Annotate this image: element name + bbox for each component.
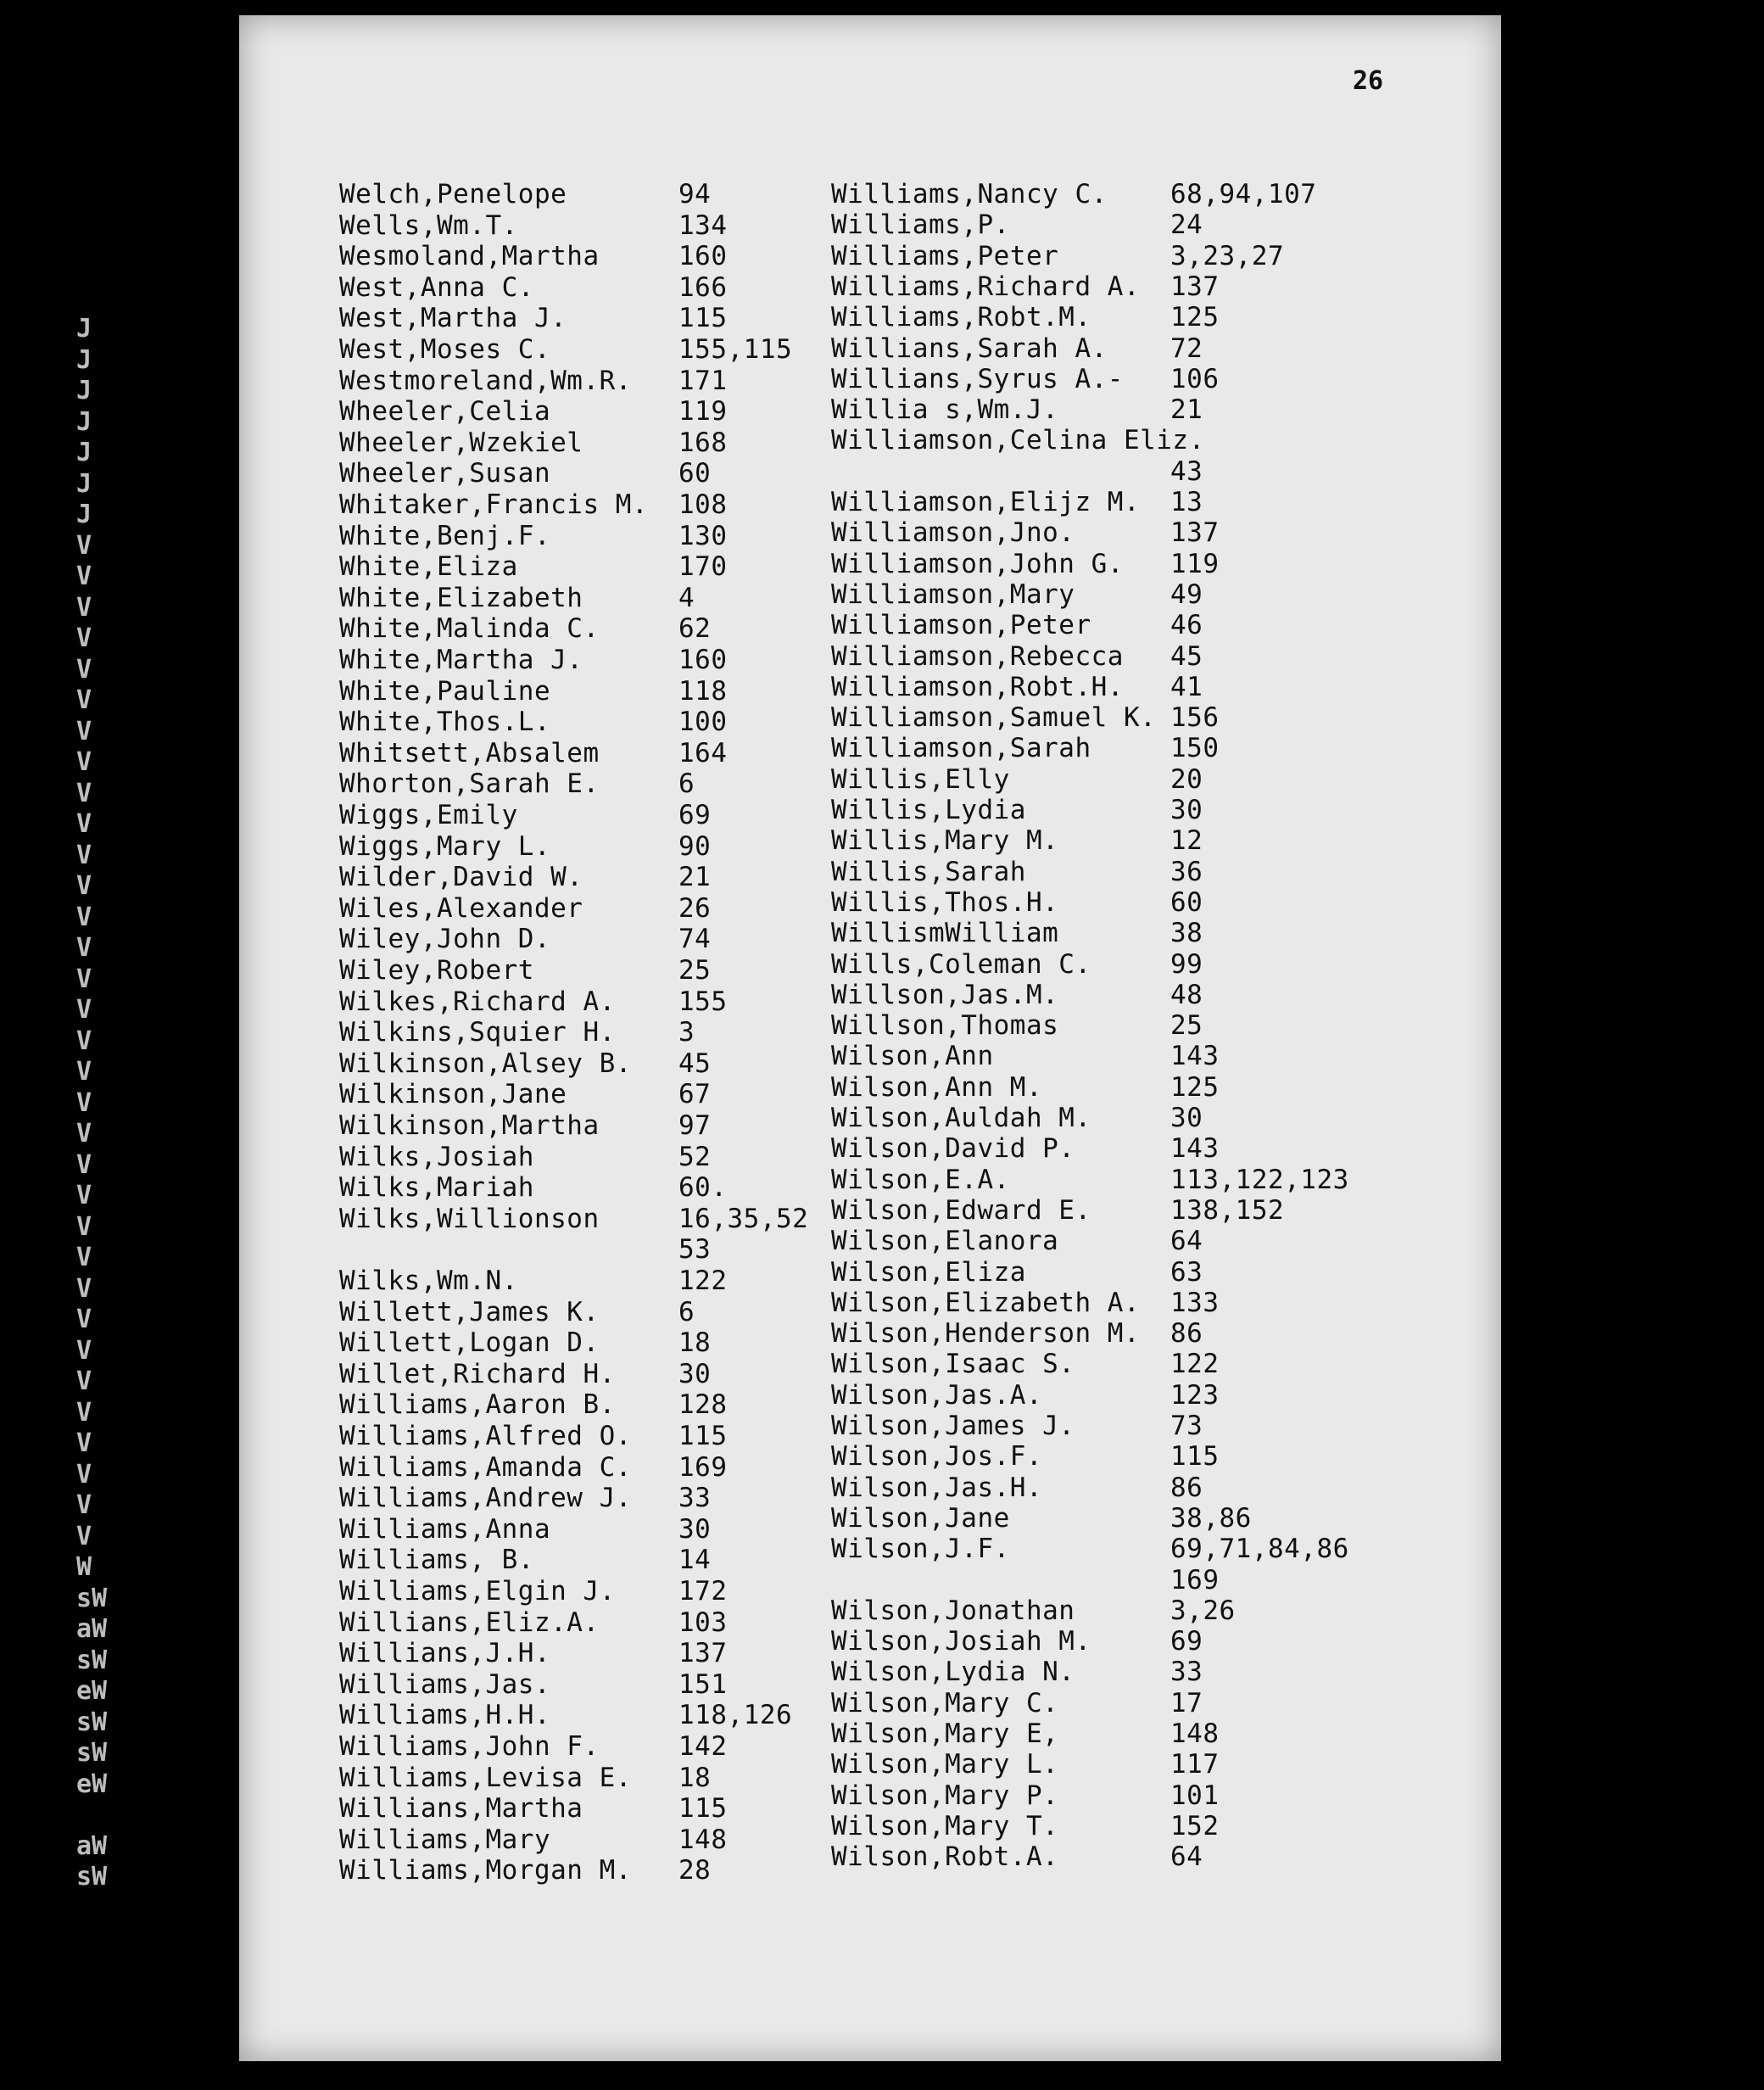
entry-name: Williams,Robt.M. xyxy=(831,302,1091,333)
edge-mark: V xyxy=(76,1490,92,1520)
entry-name: White,Martha J. xyxy=(339,645,583,675)
edge-mark: V xyxy=(76,1181,92,1210)
entry-name: Williams,Morgan M. xyxy=(339,1855,632,1886)
entry-name: Williamson,Sarah xyxy=(831,733,1091,764)
entry-name: Williams, B. xyxy=(339,1545,534,1576)
entry-pages: 30 xyxy=(678,1513,712,1545)
edge-mark: V xyxy=(76,1149,92,1180)
entry-pages: 38,86 xyxy=(1170,1502,1252,1534)
edge-mark: V xyxy=(76,840,92,870)
entry-name: Wilder,David W. xyxy=(339,862,583,893)
entry-pages: 74 xyxy=(678,924,712,955)
entry-name: Willson,Thomas xyxy=(831,1010,1059,1042)
edge-mark: V xyxy=(76,747,92,777)
edge-mark: V xyxy=(76,1057,92,1087)
entry-pages: 143 xyxy=(1170,1133,1220,1165)
entry-name: Wilson,Mary C. xyxy=(831,1687,1059,1718)
entry-name: Wilks,Wm.N. xyxy=(339,1266,518,1296)
entry-pages: 125 xyxy=(1170,302,1220,333)
entry-pages: 122 xyxy=(678,1266,728,1296)
entry-name: Williams,Jas. xyxy=(339,1668,551,1700)
entry-name: White,Benj.F. xyxy=(339,520,551,551)
entry-name: Welch,Penelope xyxy=(339,179,567,210)
entry-name: Wilson,Auldah M. xyxy=(831,1103,1091,1133)
entry-pages: 38 xyxy=(1170,918,1203,949)
entry-name: Wilson,Jos.F. xyxy=(831,1441,1043,1472)
edge-mark: W xyxy=(76,1552,92,1582)
edge-mark: V xyxy=(76,809,92,839)
entry-name: Wilson,Josiah M. xyxy=(831,1626,1091,1657)
entry-pages: 117 xyxy=(1170,1749,1220,1780)
edge-mark: J xyxy=(76,376,92,405)
entry-pages: 118,126 xyxy=(678,1700,793,1731)
entry-name: Williams,Levisa E. xyxy=(339,1762,632,1793)
entry-pages: 60. xyxy=(678,1172,728,1204)
index-page xyxy=(239,15,1501,2061)
entry-pages: 152 xyxy=(1170,1810,1220,1841)
entry-pages: 106 xyxy=(1170,363,1220,394)
entry-pages: 60 xyxy=(678,458,712,489)
entry-pages: 33 xyxy=(678,1483,712,1514)
entry-pages: 64 xyxy=(1170,1226,1203,1257)
entry-pages: 100 xyxy=(678,707,728,738)
entry-pages: 168 xyxy=(678,427,728,458)
entry-pages: 156 xyxy=(1170,702,1220,734)
edge-mark: V xyxy=(76,654,92,685)
entry-name: Williams,Anna xyxy=(339,1513,551,1545)
edge-mark: J xyxy=(76,406,92,437)
edge-mark: V xyxy=(76,1366,92,1396)
entry-pages: 69 xyxy=(1170,1626,1203,1657)
edge-mark: V xyxy=(76,716,92,746)
entry-name: Wiggs,Mary L. xyxy=(339,830,551,862)
entry-pages: 101 xyxy=(1170,1780,1220,1811)
entry-pages: 69 xyxy=(678,800,712,830)
entry-pages: 45 xyxy=(1170,640,1203,672)
entry-name: Williams,Nancy C. xyxy=(831,179,1108,210)
entry-pages: 160 xyxy=(678,645,728,675)
edge-mark: V xyxy=(76,1335,92,1366)
entry-name: Wilson,E.A. xyxy=(831,1164,1010,1195)
entry-name: Williams,Amanda C. xyxy=(339,1451,632,1483)
entry-name: Williamson,Rebecca xyxy=(831,640,1124,672)
entry-name: Williams,Elgin J. xyxy=(339,1576,616,1607)
entry-name: Wiles,Alexander xyxy=(339,892,583,924)
entry-name: Willians,Sarah A. xyxy=(831,332,1108,364)
edge-mark: V xyxy=(76,1211,92,1242)
entry-pages: 170 xyxy=(678,551,728,583)
entry-name: Wilson,Ann xyxy=(831,1041,994,1072)
left-page-edge xyxy=(0,0,237,2090)
entry-pages: 137 xyxy=(678,1638,728,1669)
entry-pages: 30 xyxy=(1170,795,1203,825)
edge-mark: V xyxy=(76,685,92,715)
entry-name: Wheeler,Celia xyxy=(339,396,551,428)
entry-pages: 172 xyxy=(678,1576,728,1607)
entry-name: Willis,Elly xyxy=(831,763,1010,795)
edge-mark: V xyxy=(76,1243,92,1272)
entry-name: Williamson,Elijz M. xyxy=(831,487,1141,517)
entry-pages: 169 xyxy=(1170,1564,1220,1595)
entry-pages: 97 xyxy=(678,1110,712,1141)
edge-mark: J xyxy=(76,438,92,467)
entry-name: Wilson,David P. xyxy=(831,1133,1075,1165)
entry-pages: 169 xyxy=(678,1451,728,1483)
entry-pages: 45 xyxy=(678,1048,712,1079)
entry-name: Wilson,Ann M. xyxy=(831,1071,1043,1103)
entry-name: Wilson,Mary E, xyxy=(831,1718,1059,1749)
entry-pages: 137 xyxy=(1170,517,1220,549)
entry-pages: 3 xyxy=(678,1017,695,1048)
entry-pages: 151 xyxy=(678,1668,728,1700)
entry-pages: 63 xyxy=(1170,1256,1203,1288)
entry-pages: 134 xyxy=(678,210,728,241)
entry-pages: 48 xyxy=(1170,979,1203,1010)
entry-name: White,Thos.L. xyxy=(339,707,551,738)
entry-pages: 6 xyxy=(678,768,695,800)
entry-name: Williamson,Celina Eliz. xyxy=(831,425,1205,456)
entry-name: Willett,Logan D. xyxy=(339,1327,600,1359)
edge-mark: V xyxy=(76,902,92,932)
entry-pages: 26 xyxy=(678,892,712,924)
entry-name: Wilson,Lydia N. xyxy=(831,1657,1075,1688)
edge-mark: V xyxy=(76,871,92,901)
edge-mark: sW xyxy=(76,1707,108,1737)
entry-pages: 142 xyxy=(678,1731,728,1762)
entry-pages: 115 xyxy=(1170,1441,1220,1472)
entry-name: Williams,H.H. xyxy=(339,1700,551,1731)
entry-name: Wheeler,Susan xyxy=(339,458,551,489)
entry-pages: 119 xyxy=(1170,548,1220,579)
edge-mark: eW xyxy=(76,1676,108,1706)
entry-name: Wilson,Elanora xyxy=(831,1226,1059,1257)
entry-pages: 99 xyxy=(1170,948,1203,980)
entry-name: Wilson,Edward E. xyxy=(831,1194,1091,1226)
entry-pages: 125 xyxy=(1170,1071,1220,1103)
edge-mark: V xyxy=(76,1428,92,1458)
entry-pages: 164 xyxy=(678,737,728,768)
entry-name: West,Martha J. xyxy=(339,303,567,334)
edge-mark: V xyxy=(76,1521,92,1551)
edge-mark: V xyxy=(76,1273,92,1304)
entry-pages: 3,23,27 xyxy=(1170,240,1285,271)
edge-mark: sW xyxy=(76,1862,108,1892)
entry-pages: 25 xyxy=(678,955,712,986)
entry-pages: 94 xyxy=(678,179,712,210)
entry-pages: 28 xyxy=(678,1855,712,1886)
entry-name: Wilson,Mary P. xyxy=(831,1780,1059,1811)
entry-pages: 128 xyxy=(678,1389,728,1421)
entry-name: Wheeler,Wzekiel xyxy=(339,427,583,458)
entry-name: Williams,Richard A. xyxy=(831,271,1141,302)
entry-pages: 60 xyxy=(1170,886,1203,918)
entry-pages: 148 xyxy=(1170,1718,1220,1749)
entry-pages: 12 xyxy=(1170,825,1203,857)
entry-pages: 166 xyxy=(678,271,728,303)
entry-pages: 123 xyxy=(1170,1379,1220,1411)
entry-pages: 130 xyxy=(678,520,728,551)
edge-tab-marks xyxy=(76,314,108,1942)
entry-pages: 68,94,107 xyxy=(1170,179,1317,210)
entry-name: Wilson,Henderson M. xyxy=(831,1318,1141,1350)
edge-mark: J xyxy=(76,314,92,344)
entry-pages: 115 xyxy=(678,1793,728,1825)
edge-mark: V xyxy=(76,1305,92,1334)
edge-mark: J xyxy=(76,344,92,375)
entry-name: Willis,Sarah xyxy=(831,856,1026,887)
entry-pages: 30 xyxy=(678,1358,712,1389)
entry-name: West,Moses C. xyxy=(339,334,551,365)
entry-name: Willett,James K. xyxy=(339,1296,600,1327)
edge-mark: V xyxy=(76,778,92,808)
entry-name: Williamson,Robt.H. xyxy=(831,671,1124,702)
entry-name: Williamson,Peter xyxy=(831,610,1091,641)
entry-pages: 62 xyxy=(678,613,712,645)
entry-name: Williams,John F. xyxy=(339,1731,600,1762)
entry-pages: 18 xyxy=(678,1762,712,1793)
entry-name: Wilson,Robt.A. xyxy=(831,1841,1059,1873)
entry-name: WillismWilliam xyxy=(831,918,1059,949)
entry-pages: 46 xyxy=(1170,610,1203,641)
entry-pages: 33 xyxy=(1170,1657,1203,1688)
right-background xyxy=(1501,0,1764,2090)
entry-pages: 67 xyxy=(678,1079,712,1110)
entry-pages: 150 xyxy=(1170,733,1220,764)
entry-name: Wilson,J.F. xyxy=(831,1534,1010,1565)
entry-name: Williamson,Jno. xyxy=(831,517,1075,549)
edge-mark: V xyxy=(76,530,92,561)
entry-name: Willians,Martha xyxy=(339,1793,583,1825)
edge-mark: V xyxy=(76,1119,92,1148)
entry-pages: 53 xyxy=(678,1234,712,1266)
entry-pages: 155 xyxy=(678,986,728,1017)
edge-mark xyxy=(76,1800,105,1831)
entry-pages: 86 xyxy=(1170,1472,1203,1503)
entry-name: White,Elizabeth xyxy=(339,582,583,613)
edge-mark: eW xyxy=(76,1769,108,1799)
entry-pages: 69,71,84,86 xyxy=(1170,1534,1349,1565)
edge-mark: V xyxy=(76,964,92,994)
entry-name: Willians,J.H. xyxy=(339,1638,551,1669)
entry-pages: 137 xyxy=(1170,271,1220,302)
entry-pages: 86 xyxy=(1170,1318,1203,1350)
entry-pages: 64 xyxy=(1170,1841,1203,1873)
entry-pages: 14 xyxy=(678,1545,712,1576)
entry-name: Wilson,Jas.H. xyxy=(831,1472,1043,1503)
entry-name: Williamson,John G. xyxy=(831,548,1124,579)
entry-name: Willis,Mary M. xyxy=(831,825,1059,857)
entry-name: Wiley,Robert xyxy=(339,955,534,986)
edge-mark: V xyxy=(76,592,92,623)
entry-pages: 119 xyxy=(678,396,728,428)
entry-pages: 72 xyxy=(1170,332,1203,364)
entry-name: Wilson,Jane xyxy=(831,1502,1010,1534)
entry-name: White,Pauline xyxy=(339,675,551,707)
entry-name: Westmoreland,Wm.R. xyxy=(339,365,632,396)
entry-name: Willet,Richard H. xyxy=(339,1358,616,1389)
edge-mark: V xyxy=(76,623,92,653)
entry-name: Wilson,Jonathan xyxy=(831,1595,1075,1626)
entry-pages: 3,26 xyxy=(1170,1595,1236,1626)
entry-name: White,Malinda C. xyxy=(339,613,600,645)
entry-name: Wilson,Isaac S. xyxy=(831,1349,1075,1380)
entry-name: Wilks,Willionson xyxy=(339,1203,600,1234)
edge-mark: aW xyxy=(76,1614,108,1644)
entry-name: Wills,Coleman C. xyxy=(831,948,1091,980)
entry-name: Whitsett,Absalem xyxy=(339,737,600,768)
entry-pages: 21 xyxy=(678,862,712,893)
entry-name: Williams,Peter xyxy=(831,240,1059,271)
entry-name: Williamson,Samuel K. xyxy=(831,702,1157,734)
edge-mark: V xyxy=(76,1025,92,1056)
entry-pages: 155,115 xyxy=(678,334,793,365)
entry-pages: 52 xyxy=(678,1141,712,1172)
edge-mark: V xyxy=(76,1087,92,1118)
entry-name: Willson,Jas.M. xyxy=(831,979,1059,1010)
entry-name: Wilson,James J. xyxy=(831,1411,1075,1441)
entry-pages: 13 xyxy=(1170,487,1203,517)
entry-pages: 43 xyxy=(1170,455,1203,487)
entry-pages: 122 xyxy=(1170,1349,1220,1380)
edge-mark: sW xyxy=(76,1583,108,1613)
entry-pages: 20 xyxy=(1170,763,1203,795)
entry-name: Wilkes,Richard A. xyxy=(339,986,616,1017)
entry-pages: 24 xyxy=(1170,210,1203,241)
entry-name: Wilkinson,Jane xyxy=(339,1079,567,1110)
entry-name: Willis,Lydia xyxy=(831,795,1026,825)
entry-name: Williams,Andrew J. xyxy=(339,1483,632,1514)
entry-pages: 171 xyxy=(678,365,728,396)
entry-name: Whitaker,Francis M. xyxy=(339,489,649,520)
entry-name: Wiley,John D. xyxy=(339,924,551,955)
entry-pages: 90 xyxy=(678,830,712,862)
entry-name: Williamson,Mary xyxy=(831,578,1075,610)
edge-mark: V xyxy=(76,933,92,963)
edge-mark: J xyxy=(76,468,92,499)
entry-pages: 18 xyxy=(678,1327,712,1359)
entry-pages: 160 xyxy=(678,241,728,272)
edge-mark: sW xyxy=(76,1738,108,1768)
entry-name: White,Eliza xyxy=(339,551,518,583)
entry-name: Willians,Eliz.A. xyxy=(339,1607,600,1638)
entry-name: Williams,P. xyxy=(831,210,1010,241)
entry-pages: 30 xyxy=(1170,1103,1203,1133)
entry-pages: 133 xyxy=(1170,1287,1220,1318)
entry-pages: 115 xyxy=(678,1421,728,1451)
entry-name: Wilkinson,Martha xyxy=(339,1110,600,1141)
entry-name: Willis,Thos.H. xyxy=(831,886,1059,918)
entry-name: Wiggs,Emily xyxy=(339,800,518,830)
entry-pages: 118 xyxy=(678,675,728,707)
edge-mark: V xyxy=(76,1397,92,1428)
entry-pages: 73 xyxy=(1170,1411,1203,1441)
entry-name: Wilks,Mariah xyxy=(339,1172,534,1204)
entry-pages: 138,152 xyxy=(1170,1194,1285,1226)
edge-mark: V xyxy=(76,562,92,591)
entry-pages: 16,35,52 xyxy=(678,1203,809,1234)
page-number: 26 xyxy=(1353,66,1384,96)
entry-name: Willia s,Wm.J. xyxy=(831,394,1059,426)
entry-name: Wilkinson,Alsey B. xyxy=(339,1048,632,1079)
entry-name: Whorton,Sarah E. xyxy=(339,768,600,800)
entry-pages: 49 xyxy=(1170,578,1203,610)
entry-name: Wilson,Mary T. xyxy=(831,1810,1059,1841)
entry-name: Wilson,Jas.A. xyxy=(831,1379,1043,1411)
entry-pages: 41 xyxy=(1170,671,1203,702)
entry-pages: 4 xyxy=(678,582,695,613)
edge-mark: sW xyxy=(76,1645,108,1675)
entry-name: Wilks,Josiah xyxy=(339,1141,534,1172)
edge-mark: V xyxy=(76,1459,92,1489)
entry-name: Wesmoland,Martha xyxy=(339,241,600,272)
entry-name: Williams,Alfred O. xyxy=(339,1421,632,1451)
entry-name: Wells,Wm.T. xyxy=(339,210,518,241)
entry-pages: 36 xyxy=(1170,856,1203,887)
entry-name: Williams,Aaron B. xyxy=(339,1389,616,1421)
entry-name: Wilson,Eliza xyxy=(831,1256,1026,1288)
entry-pages: 6 xyxy=(678,1296,695,1327)
entry-pages: 21 xyxy=(1170,394,1203,426)
entry-pages: 115 xyxy=(678,303,728,334)
edge-mark: J xyxy=(76,500,92,529)
entry-name: Wilson,Elizabeth A. xyxy=(831,1287,1141,1318)
entry-pages: 25 xyxy=(1170,1010,1203,1042)
entry-pages: 143 xyxy=(1170,1041,1220,1072)
entry-pages: 17 xyxy=(1170,1687,1203,1718)
entry-name: West,Anna C. xyxy=(339,271,534,303)
entry-pages: 108 xyxy=(678,489,728,520)
entry-pages: 148 xyxy=(678,1824,728,1855)
entry-name: Williams,Mary xyxy=(339,1824,551,1855)
entry-name: Wilson,Mary L. xyxy=(831,1749,1059,1780)
entry-pages: 103 xyxy=(678,1607,728,1638)
entry-name: Willians,Syrus A.- xyxy=(831,363,1124,394)
edge-mark: V xyxy=(76,995,92,1025)
entry-name: Wilkins,Squier H. xyxy=(339,1017,616,1048)
edge-mark: aW xyxy=(76,1830,108,1861)
entry-pages: 113,122,123 xyxy=(1170,1164,1349,1195)
